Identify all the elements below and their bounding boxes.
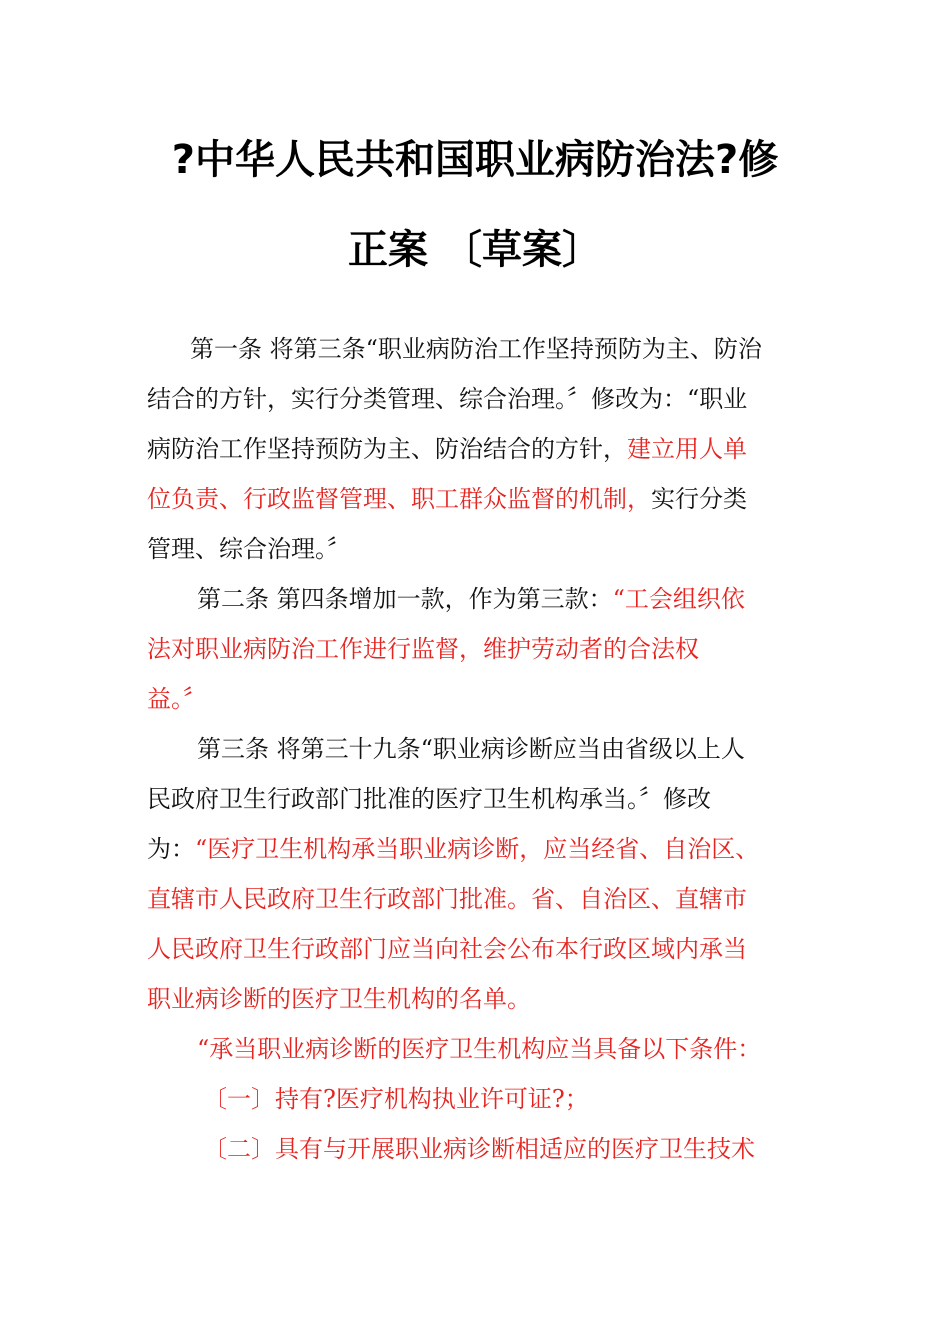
article2-line-1 (197, 583, 745, 615)
document-title-line-2: 正案 〔草案〕 (348, 227, 602, 273)
article2-line-2: 法对职业病防治工作进行监督，维护劳动者的合法权 (147, 635, 699, 663)
article3-line-3-text: 为： (147, 835, 195, 863)
article3-line-2: 民政府卫生行政部门批准的医疗卫生机构承当。〞修改 (147, 785, 711, 813)
article1-line-4-text: 实行分类 (651, 485, 747, 513)
document-title-line-1: ?中华人民共和国职业病防治法?修 (171, 137, 779, 183)
article1-line-2: 结合的方针，实行分类管理、综合治理。〞修改为：“职业 (147, 385, 748, 413)
article3-line-4: 直辖市人民政府卫生行政部门批准。省、自治区、直辖市 (147, 885, 747, 913)
article1-line-5: 管理、综合治理。〞 (147, 535, 351, 563)
article3-line-8: 〔一〕持有?医疗机构执业许可证?； (203, 1085, 589, 1113)
article2-line-1-highlight: “工会组织依 (612, 585, 745, 613)
article1-line-1: 第一条 将第三条“职业病防治工作坚持预防为主、防治 (190, 335, 762, 363)
article1-line-4 (147, 483, 747, 515)
article3-line-7: “承当职业病诊断的医疗卫生机构应当具备以下条件： (197, 1035, 762, 1063)
article3-line-9: 〔二〕具有与开展职业病诊断相适应的医疗卫生技术 (203, 1135, 755, 1163)
article3-line-3 (147, 833, 759, 865)
article1-line-3-highlight: 建立用人单 (627, 435, 747, 463)
article2-line-3: 益。〞 (147, 685, 207, 713)
article3-line-5: 人民政府卫生行政部门应当向社会公布本行政区域内承当 (147, 935, 747, 963)
article3-line-3-highlight: “医疗卫生机构承当职业病诊断，应当经省、自治区、 (195, 835, 760, 863)
article3-line-1: 第三条 将第三十九条“职业病诊断应当由省级以上人 (197, 735, 745, 763)
article2-line-1-text: 第二条 第四条增加一款，作为第三款： (197, 585, 613, 613)
article1-line-3-text: 病防治工作坚持预防为主、防治结合的方针， (147, 435, 627, 463)
article1-line-3 (147, 433, 747, 465)
article3-line-6: 职业病诊断的医疗卫生机构的名单。 (147, 985, 531, 1013)
article1-line-4-highlight: 位负责、行政监督管理、职工群众监督的机制， (147, 485, 651, 513)
